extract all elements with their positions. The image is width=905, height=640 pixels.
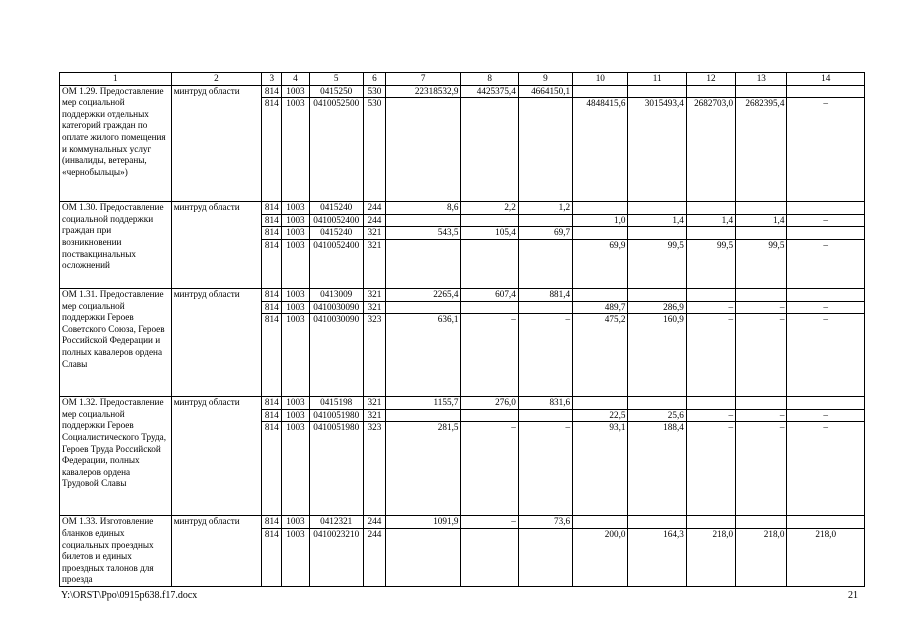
table-cell: 1,4 [628, 214, 686, 227]
table-cell: 814 [262, 529, 282, 586]
table-cell: – [461, 516, 518, 529]
table-cell: 0413009 [309, 288, 363, 301]
table-row [60, 85, 865, 98]
header-cell: 1 [60, 73, 172, 86]
table-cell [686, 397, 735, 410]
table-cell: 1,4 [736, 214, 787, 227]
table-cell: 1003 [282, 516, 309, 529]
executor: минтруд области [171, 85, 262, 202]
table-cell: 1003 [282, 227, 309, 240]
table-cell: 1,0 [573, 214, 628, 227]
table-cell: 0412321 [309, 516, 363, 529]
table-cell [787, 227, 865, 240]
header-cell: 9 [518, 73, 572, 86]
header-row [60, 73, 865, 86]
table-cell: 814 [262, 85, 282, 98]
table-cell: 1003 [282, 314, 309, 397]
table-cell: 244 [363, 516, 385, 529]
table-cell [461, 239, 518, 288]
table-cell: 188,4 [628, 422, 686, 516]
header-cell: 12 [686, 73, 735, 86]
table-cell [628, 202, 686, 215]
table-cell: – [686, 314, 735, 397]
table-cell: 3015493,4 [628, 98, 686, 202]
table-cell [385, 301, 460, 314]
table-cell [628, 516, 686, 529]
table-cell: – [518, 422, 572, 516]
table-cell: 4664150,1 [518, 85, 572, 98]
header-cell: 14 [787, 73, 865, 86]
table-cell: 8,6 [385, 202, 460, 215]
header-cell: 4 [282, 73, 309, 86]
header-cell: 3 [262, 73, 282, 86]
table-cell: 814 [262, 422, 282, 516]
table-cell: 2,2 [461, 202, 518, 215]
measure-name: ОМ 1.33. Изготовление бланков единых социальных проездных билетов и единых проездных талонов для проезда [60, 516, 172, 587]
table-cell [787, 397, 865, 410]
executor: минтруд области [171, 397, 262, 516]
table-cell: 244 [363, 214, 385, 227]
table-cell: 0410023210 [309, 529, 363, 586]
table-cell: 218,0 [736, 529, 787, 586]
table-cell [385, 214, 460, 227]
table-cell: 543,5 [385, 227, 460, 240]
table-cell [573, 227, 628, 240]
table-cell: 99,5 [736, 239, 787, 288]
header-cell: 7 [385, 73, 460, 86]
page-number: 21 [848, 590, 858, 601]
header-cell: 5 [309, 73, 363, 86]
table-cell: 0415198 [309, 397, 363, 410]
table-cell [461, 98, 518, 202]
table-cell: 22318532,9 [385, 85, 460, 98]
table-cell [518, 214, 572, 227]
table-cell [686, 227, 735, 240]
table-cell: 4425375,4 [461, 85, 518, 98]
table-cell: 1,4 [686, 214, 735, 227]
table-cell: 0415250 [309, 85, 363, 98]
table-cell: 814 [262, 214, 282, 227]
table-cell: 814 [262, 288, 282, 301]
header-cell: 11 [628, 73, 686, 86]
table-cell: 244 [363, 202, 385, 215]
table-cell: 160,9 [628, 314, 686, 397]
table-cell: 244 [363, 529, 385, 586]
table-cell: 22,5 [573, 409, 628, 422]
header-cell: 2 [171, 73, 262, 86]
table-cell [518, 301, 572, 314]
table-cell: 814 [262, 202, 282, 215]
table-cell: 1003 [282, 288, 309, 301]
table-cell: 25,6 [628, 409, 686, 422]
table-cell [518, 529, 572, 586]
table-cell: 475,2 [573, 314, 628, 397]
table-cell [686, 202, 735, 215]
table-cell: 321 [363, 288, 385, 301]
table-cell: 1,2 [518, 202, 572, 215]
table-cell: – [518, 314, 572, 397]
table-row [60, 397, 865, 410]
table-cell: 1003 [282, 409, 309, 422]
table-cell: 0410051980 [309, 422, 363, 516]
measure-name: ОМ 1.30. Предоставление социальной поддержки граждан при возникновении поствакцинальных осложнений [60, 202, 172, 289]
table-cell: 200,0 [573, 529, 628, 586]
table-cell: – [686, 409, 735, 422]
table-cell: 321 [363, 239, 385, 288]
table-cell: 323 [363, 422, 385, 516]
table-cell: 881,4 [518, 288, 572, 301]
table-cell: – [461, 422, 518, 516]
table-cell: – [787, 239, 865, 288]
header-cell: 6 [363, 73, 385, 86]
table-cell: 1003 [282, 98, 309, 202]
table-cell [736, 202, 787, 215]
table-cell: 814 [262, 227, 282, 240]
table-cell [461, 529, 518, 586]
table-cell: – [736, 314, 787, 397]
header-cell: 10 [573, 73, 628, 86]
table-cell: 0410030090 [309, 301, 363, 314]
table-cell: 281,5 [385, 422, 460, 516]
table-cell: 164,3 [628, 529, 686, 586]
table-cell [787, 288, 865, 301]
measure-name: ОМ 1.31. Предоставление мер социальной поддержки Героев Советского Союза, Героев Российской Федерации и полных кавалеров ордена Славы [60, 288, 172, 396]
table-cell: 321 [363, 227, 385, 240]
table-cell [787, 516, 865, 529]
file-path: Y:\ORST\Ppo\0915p638.f17.docx [61, 590, 198, 601]
table-cell: 2682703,0 [686, 98, 735, 202]
table-cell: 0415240 [309, 202, 363, 215]
table-cell: 2682395,4 [736, 98, 787, 202]
table-row [60, 288, 865, 301]
table-cell: 1003 [282, 422, 309, 516]
table-cell: 1003 [282, 301, 309, 314]
table-cell [736, 516, 787, 529]
table-cell: – [787, 214, 865, 227]
table-cell: 636,1 [385, 314, 460, 397]
table-cell [628, 85, 686, 98]
budget-table [59, 72, 865, 587]
table-cell: – [787, 98, 865, 202]
table-cell: 1003 [282, 202, 309, 215]
table-cell: – [686, 301, 735, 314]
table-cell [461, 301, 518, 314]
table-cell: 1155,7 [385, 397, 460, 410]
table-cell [686, 288, 735, 301]
header-cell: 8 [461, 73, 518, 86]
table-cell: 2265,4 [385, 288, 460, 301]
table-cell: 814 [262, 397, 282, 410]
table-cell: – [787, 409, 865, 422]
table-cell [686, 85, 735, 98]
table-cell [461, 409, 518, 422]
table-cell: 607,4 [461, 288, 518, 301]
table-cell [385, 409, 460, 422]
table-cell [518, 239, 572, 288]
table-cell [573, 288, 628, 301]
table-cell: 218,0 [686, 529, 735, 586]
table-cell: 321 [363, 301, 385, 314]
table-cell: 276,0 [461, 397, 518, 410]
table-cell: 0415240 [309, 227, 363, 240]
table-cell: 0410052500 [309, 98, 363, 202]
table-cell: 814 [262, 301, 282, 314]
measure-name: ОМ 1.32. Предоставление мер социальной поддержки Героев Социалистического Труда, Героев Труда Российской Федерации, полных кавалеров ордена Трудовой Славы [60, 397, 172, 516]
table-cell [736, 397, 787, 410]
table-cell: 814 [262, 516, 282, 529]
table-cell: 105,4 [461, 227, 518, 240]
table-cell [518, 98, 572, 202]
table-cell: – [787, 301, 865, 314]
table-cell: 1003 [282, 239, 309, 288]
table-cell: – [736, 422, 787, 516]
table-cell: – [787, 422, 865, 516]
table-cell [736, 85, 787, 98]
table-cell [628, 227, 686, 240]
table-cell [461, 214, 518, 227]
table-cell: 321 [363, 409, 385, 422]
table-cell: – [787, 314, 865, 397]
table-cell [736, 288, 787, 301]
table-cell: 69,7 [518, 227, 572, 240]
table-cell: 814 [262, 239, 282, 288]
table-cell: 814 [262, 98, 282, 202]
table-row [60, 202, 865, 215]
table-cell [518, 409, 572, 422]
table-cell: 218,0 [787, 529, 865, 586]
table-cell: – [736, 409, 787, 422]
table-cell: 1003 [282, 529, 309, 586]
table-cell: 814 [262, 314, 282, 397]
table-cell [385, 98, 460, 202]
table-cell: 4848415,6 [573, 98, 628, 202]
executor: минтруд области [171, 516, 262, 587]
table-cell: 489,7 [573, 301, 628, 314]
table-cell: 323 [363, 314, 385, 397]
table-cell: – [461, 314, 518, 397]
executor: минтруд области [171, 288, 262, 396]
table-cell: 93,1 [573, 422, 628, 516]
table-cell: – [736, 301, 787, 314]
table-cell: 73,6 [518, 516, 572, 529]
measure-name: ОМ 1.29. Предоставление мер социальной поддержки отдельных категорий граждан по оплате жилого помещения и коммунальных услуг (инвалиды, ветераны, «чернобыльцы») [60, 85, 172, 202]
table-cell [787, 85, 865, 98]
table-cell: 1003 [282, 397, 309, 410]
table-row [60, 516, 865, 529]
table-cell [628, 288, 686, 301]
table-cell [736, 227, 787, 240]
table-cell [573, 397, 628, 410]
table-cell: 530 [363, 98, 385, 202]
table-cell: 99,5 [628, 239, 686, 288]
table-cell: 0410052400 [309, 214, 363, 227]
table-cell: 814 [262, 409, 282, 422]
table-cell: 69,9 [573, 239, 628, 288]
table-cell: – [686, 422, 735, 516]
table-cell [573, 85, 628, 98]
table-cell: 1091,9 [385, 516, 460, 529]
table-cell: 0410030090 [309, 314, 363, 397]
table-cell [686, 516, 735, 529]
table-cell: 321 [363, 397, 385, 410]
table-cell: 0410052400 [309, 239, 363, 288]
table-cell [573, 516, 628, 529]
header-cell: 13 [736, 73, 787, 86]
table-cell [385, 529, 460, 586]
table-cell: 530 [363, 85, 385, 98]
table-cell: 286,9 [628, 301, 686, 314]
table-cell: 0410051980 [309, 409, 363, 422]
table-cell: 99,5 [686, 239, 735, 288]
table-cell [628, 397, 686, 410]
executor: минтруд области [171, 202, 262, 289]
table-cell [385, 239, 460, 288]
table-cell: 1003 [282, 214, 309, 227]
table-cell: 1003 [282, 85, 309, 98]
table-cell [787, 202, 865, 215]
table-cell [573, 202, 628, 215]
table-cell: 831,6 [518, 397, 572, 410]
